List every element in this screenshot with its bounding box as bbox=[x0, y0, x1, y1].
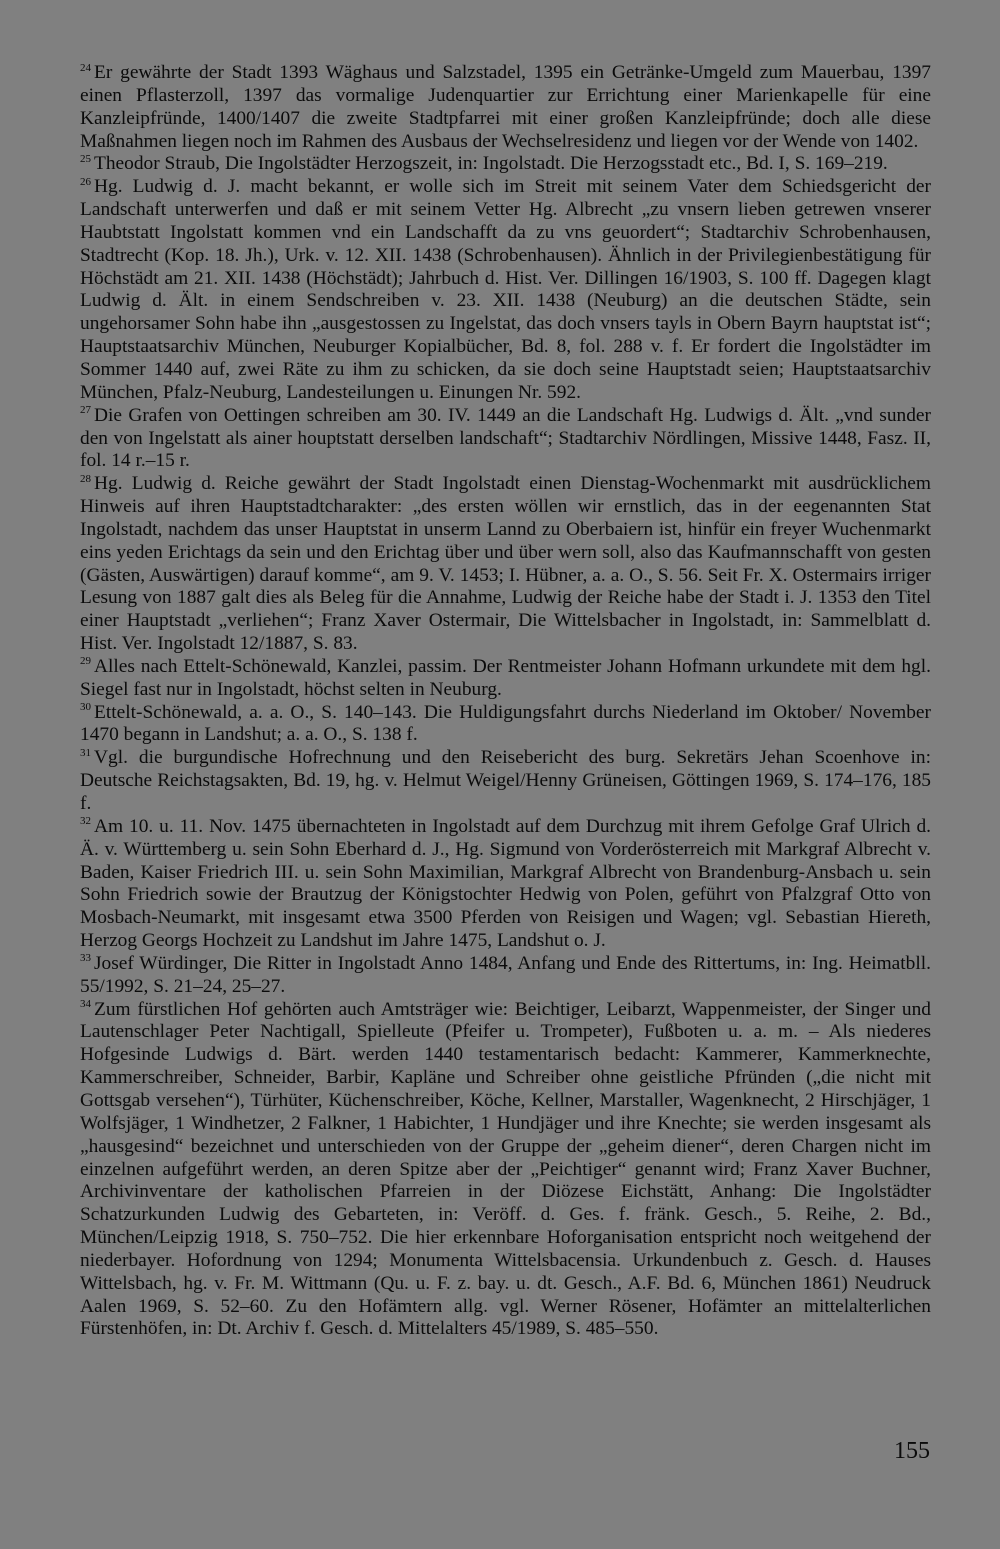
footnote-27 bbox=[80, 405, 931, 474]
footnote-number: 28 bbox=[80, 472, 91, 485]
footnote-text: Josef Würdinger, Die Ritter in Ingolstadt Anno 1484, Anfang und Ende des Rittertums, in: Ing. Heimatbll. 55/1992, S. 21–24, 25–27. bbox=[80, 952, 931, 997]
footnote-text: Vgl. die burgundische Hofrechnung und den Reisebericht des burg. Sekretärs Jehan Scoenhove in: Deutsche Reichstagsakten, Bd. 19, hg. v. Helmut Weigel/Henny Grüneisen, Göttingen 1969, S. 174–176, 185 f. bbox=[80, 747, 931, 814]
footnote-text: Hg. Ludwig d. Reiche gewährt der Stadt Ingolstadt einen Dienstag-Wochenmarkt mit ausdrücklichem Hinweis auf ihren Hauptstadtcharakter: „des ersten wöllen wir ernstlich, das in der eegenannten Stat Ingolstadt, nachdem das unser Hauptstat in unserm Lannd zu Oberbaiern ist, hinfür ein freyer Wuchenmarkt eins yeden Erichtags da sein und den Erichtag über und über wern soll, also das Kaufmannschafft von gesten (Gästen, Auswärtigen) darauf komme“, am 9. V. 1453; I. Hübner, a. a. O., S. 56. Seit Fr. X. Ostermairs irriger Lesung von 1887 galt dies als Beleg für die Annahme, Ludwig der Reiche habe der Stadt i. J. 1353 den Titel einer Hauptstadt „verliehen“; Franz Xaver Ostermair, Die Wittelsbacher in Ingolstadt, in: Sammelblatt d. Hist. Ver. Ingolstadt 12/1887, S. 83. bbox=[80, 473, 931, 655]
footnote-24 bbox=[80, 62, 931, 153]
footnote-26 bbox=[80, 176, 931, 404]
footnote-number: 34 bbox=[80, 998, 91, 1011]
footnote-number: 31 bbox=[80, 746, 91, 759]
footnote-number: 26 bbox=[80, 175, 91, 188]
footnote-number: 32 bbox=[80, 815, 91, 828]
footnote-number: 33 bbox=[80, 952, 91, 965]
footnote-29 bbox=[80, 656, 931, 702]
footnote-number: 25 bbox=[80, 152, 91, 165]
page-number: 155 bbox=[894, 1438, 930, 1464]
footnote-text: Er gewährte der Stadt 1393 Wäghaus und Salzstadel, 1395 ein Getränke-Umgeld zum Mauerbau, 1397 einen Pflasterzoll, 1397 das vormalige Judenquartier zur Errichtung einer Marienkapelle für eine Kanzleipfründe, 1400/1407 die zweite Stadtpfarrei mit einer großen Kanzleipfründe; doch alle diese Maßnahmen liegen noch im Rahmen des Ausbaus der Wechselresidenz und liegen vor der Wende von 1402. bbox=[80, 62, 931, 152]
footnote-33 bbox=[80, 953, 931, 999]
footnote-number: 24 bbox=[80, 61, 91, 74]
footnote-number: 29 bbox=[80, 655, 91, 668]
footnote-text: Hg. Ludwig d. J. macht bekannt, er wolle sich im Streit mit seinem Vater dem Schiedsgericht der Landschaft unterwerfen und daß er mit seinem Vetter Hg. Albrecht „zu vnsern lieben getrewen vnserer Haubtstatt Ingolstatt kommen vnd ein Landschafft da zu vns geuordert“; Stadtarchiv Schrobenhausen, Stadtrecht (Kop. 18. Jh.), Urk. v. 12. XII. 1438 (Schrobenhausen). Ähnlich in der Privilegienbestätigung für Höchstädt am 21. XII. 1438 (Höchstädt); Jahrbuch d. Hist. Ver. Dillingen 16/1903, S. 100 ff. Dagegen klagt Ludwig d. Ält. in einem Sendschreiben v. 23. XII. 1438 (Neuburg) an die deutschen Städte, sein ungehorsamer Sohn habe ihn „ausgestossen zu Ingelstat, das doch vnsers tayls in Obern Bayrn hauptstat ist“; Hauptstaatsarchiv München, Neuburger Kopialbücher, Bd. 8, fol. 288 v. f. Er fordert die Ingolstädter im Sommer 1440 auf, zwei Räte zu ihm zu schicken, da sie doch seine Hauptstadt seien; Hauptstaatsarchiv München, Pfalz-Neuburg, Landesteilungen u. Einungen Nr. 592. bbox=[80, 176, 931, 403]
footnote-text: Ettelt-Schönewald, a. a. O., S. 140–143. Die Huldigungsfahrt durchs Niederland im Oktober/ November 1470 begann in Landshut; a. a. O., S. 138 f. bbox=[80, 701, 931, 746]
footnote-text: Am 10. u. 11. Nov. 1475 übernachteten in Ingolstadt auf dem Durchzug mit ihrem Gefolge Graf Ulrich d. Ä. v. Württemberg u. sein Sohn Eberhard d. J., Hg. Sigmund von Vorderösterreich mit Markgraf Albrecht v. Baden, Kaiser Friedrich III. u. sein Sohn Maximilian, Markgraf Albrecht von Brandenburg-Ansbach u. sein Sohn Friedrich sowie der Brautzug der Königstochter Hedwig von Polen, geführt von Pfalzgraf Otto von Mosbach-Neumarkt, mit insgesamt etwa 3500 Pferden von Reisigen und Wagen; vgl. Sebastian Hiereth, Herzog Georgs Hochzeit zu Landshut im Jahre 1475, Landshut o. J. bbox=[80, 815, 931, 952]
footnote-25 bbox=[80, 153, 931, 176]
footnotes bbox=[80, 62, 931, 1341]
footnote-number: 27 bbox=[80, 404, 91, 417]
footnote-28 bbox=[80, 473, 931, 656]
footnote-32 bbox=[80, 816, 931, 953]
footnote-text: Zum fürstlichen Hof gehörten auch Amtsträger wie: Beichtiger, Leibarzt, Wappenmeister, der Singer und Lautenschlager Peter Nachtigall, Spielleute (Pfeifer u. Trompeter), Fußboten u. a. m. – Als niederes Hofgesinde Ludwigs d. Bärt. werden 1440 testamentarisch bedacht: Kammerer, Kammerknechte, Kammerschreiber, Schneider, Barbir, Kapläne und Schreiber ohne geistliche Pfründen („die nicht mit Gottsgab versehen“), Türhüter, Küchenschreiber, Köche, Kellner, Marstaller, Wagenknecht, 2 Hirschjäger, 1 Wolfsjäger, 1 Windhetzer, 2 Falkner, 1 Habichter, 1 Hundjäger und ihre Knechte; sie werden insgesamt als „hausgesind“ bezeichnet und unterschieden von der Gruppe der „geheim diener“, deren Chargen nicht im einzelnen aufgeführt werden, an deren Spitze aber der „Peichtiger“ genannt wird; Franz Xaver Buchner, Archivinventare der katholischen Pfarreien in der Diözese Eichstätt, Anhang: Die Ingolstädter Schatzurkunden Ludwig des Gebarteten, in: Veröff. d. Ges. f. fränk. Gesch., 5. Reihe, 2. Bd., München/Leipzig 1918, S. 750–752. Die hier erkennbare Hoforganisation entspricht noch weitgehend der niederbayer. Hofordnung von 1294; Monumenta Wittelsbacensia. Urkundenbuch z. Gesch. d. Hauses Wittelsbach, hg. v. Fr. M. Wittmann (Qu. u. F. z. bay. u. dt. Gesch., A.F. Bd. 6, München 1861) Neudruck Aalen 1969, S. 52–60. Zu den Hofämtern allg. vgl. Werner Rösener, Hofämter an mittelalterlichen Fürstenhöfen, in: Dt. Archiv f. Gesch. d. Mittelalters 45/1989, S. 485–550. bbox=[80, 998, 931, 1340]
footnote-text: Theodor Straub, Die Ingolstädter Herzogszeit, in: Ingolstadt. Die Herzogsstadt etc., Bd. I, S. 169–219. bbox=[94, 153, 888, 175]
footnote-number: 30 bbox=[80, 701, 91, 714]
footnote-text: Die Grafen von Oettingen schreiben am 30. IV. 1449 an die Landschaft Hg. Ludwigs d. Ält. „vnd sunder den von Ingelstatt als ainer houptstatt derselben landschaft“; Stadtarchiv Nördlingen, Missive 1448, Fasz. II, fol. 14 r.–15 r. bbox=[80, 404, 931, 472]
footnote-31 bbox=[80, 747, 931, 816]
footnote-34 bbox=[80, 999, 931, 1342]
footnote-30 bbox=[80, 702, 931, 748]
footnote-text: Alles nach Ettelt-Schönewald, Kanzlei, passim. Der Rentmeister Johann Hofmann urkundete mit dem hgl. Siegel fast nur in Ingolstadt, höchst selten in Neuburg. bbox=[80, 655, 931, 700]
